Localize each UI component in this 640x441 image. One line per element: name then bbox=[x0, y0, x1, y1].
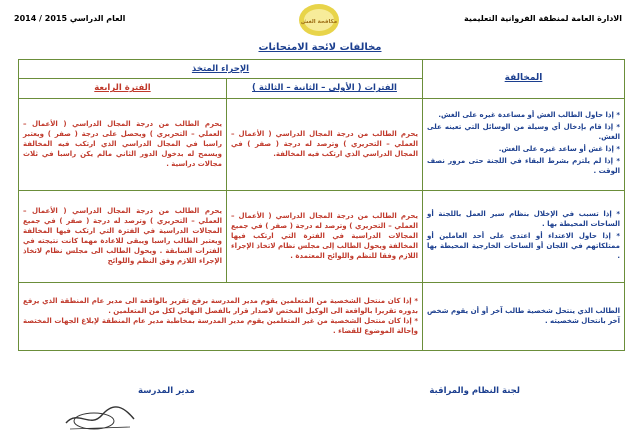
handwritten-signature-icon bbox=[60, 399, 140, 435]
violation-item: * إذا غش أو ساعد غيره على الغش. bbox=[498, 145, 620, 154]
action-period-4-cell: يحرم الطالب من درجة المجال الدراسي ( الأعمال – العملي – التحريري ) ويحصل على درجة ( صفر ) ويعتبر راسبا في المجال الدراسي الذي ارتكب فيه المخالفة ويسمح له بدخول الدور الثاني مالم يكن راسبا في ثلاث مجالات دراسية . bbox=[19, 98, 227, 190]
violations-table bbox=[18, 59, 625, 351]
action-impersonation-cell bbox=[19, 282, 423, 350]
table-row bbox=[19, 282, 625, 350]
academic-year bbox=[14, 14, 125, 23]
action-periods-123-cell: يحرم الطالب من درجة المجال الدراسي ( الأعمال – العملي – التحريري ) وترصد له درجة ( صفر ) في المجال الدراسي الذي ارتكب فيه المخالفة. bbox=[227, 98, 423, 190]
directorate-name: الادارة العامة لمنطقة الفروانية التعليمية bbox=[464, 14, 622, 23]
committee-signature-label: لجنة النظام والمراقبة bbox=[429, 386, 520, 396]
violation-item: * إذا حاول الاعتداء أو اعتدى على أحد العاملين أو ممتلكاتهم في اللجان أو الساحات الخارجية المحيطة بها . bbox=[427, 232, 620, 261]
page-title: مخالفات لائحة الامتحانات bbox=[258, 42, 382, 53]
violation-cell: الطالب الذي ينتحل شخصية طالب آخر أو أن يقوم شخص آخر بانتحال شخصيته . bbox=[423, 282, 625, 350]
academic-year-value: 2015 / 2014 bbox=[14, 14, 68, 23]
action-periods-123-cell: يحرم الطالب من درجة المجال الدراسي ( الأعمال – العملي – التحريري ) وترصد له درجة ( صفر ) في جميع المجالات الدراسية في الفترة التي ارتكب فيها المخالفة ويحول الطالب إلى مجلس نظام لاتخاذ الإجراء اللازم وفقا للنظم واللوائح المعتمدة . bbox=[227, 190, 423, 282]
header-periods-123: الفترات ( الأولى – الثانية – الثالثة ) bbox=[227, 79, 423, 98]
logo-text: مكافحة الغش bbox=[300, 19, 338, 25]
action-period-4-cell: يحرم الطالب من درجة المجال الدراسي ( الأعمال – العملي – التحريري ) وترصد له درجة ( صفر ) في جميع المجالات الدراسية في الفترة التي ارتكب فيها المخالفة ويعتبر الطالب راسبا ويبقى للاعادة مهما كانت نتيجته في الفترات السابقة . ويحول الطالب الى مجلس نظام لاتخاذ الإجراء اللازم وفق النظم واللوائح bbox=[19, 190, 227, 282]
header-period-4: الفترة الرابعة bbox=[19, 79, 227, 98]
violation-item: * إذا تسبب في الإخلال بنظام سير العمل باللجنة أو الساحات المحيطة بها . bbox=[427, 209, 620, 228]
violation-item: * إذا لم يلتزم بشرط البقاء في اللجنة حتى مرور نصف الوقت . bbox=[427, 157, 620, 176]
violation-item: * إذا قام بإدخال أي وسيلة من الوسائل التي تعينه على الغش. bbox=[427, 122, 620, 141]
violation-cell bbox=[423, 190, 625, 282]
principal-signature-label: مدير المدرسة bbox=[138, 386, 195, 396]
header-action: الإجراء المتخذ bbox=[19, 60, 423, 79]
table-row bbox=[19, 190, 625, 282]
table-row bbox=[19, 98, 625, 190]
anti-cheating-logo-icon bbox=[296, 2, 342, 38]
header-violation: المخالفة bbox=[423, 60, 625, 99]
action-item: * إذا كان منتحل الشخصية من غير المتعلمين يقوم مدير المدرسة بمخاطبة مدير عام المنطقة لإبلاغ الجهات المختصة وإحالة الموضوع للقضاء . bbox=[23, 317, 418, 336]
academic-year-label: العام الدراسي bbox=[69, 14, 126, 23]
violation-item: * إذا حاول الطالب الغش أو مساعدة غيره على الغش. bbox=[438, 110, 620, 119]
action-item: * إذا كان منتحل الشخصية من المتعلمين يقوم مدير المدرسة برفع تقرير بالواقعة الى مدير عام المنطقة الذي يرفع بدوره تقريرا بالواقعة الى الوكيل المختص لاصدار قرار بالفصل النهائي لكل من المتعلمين . bbox=[23, 296, 418, 315]
violation-cell bbox=[423, 98, 625, 190]
